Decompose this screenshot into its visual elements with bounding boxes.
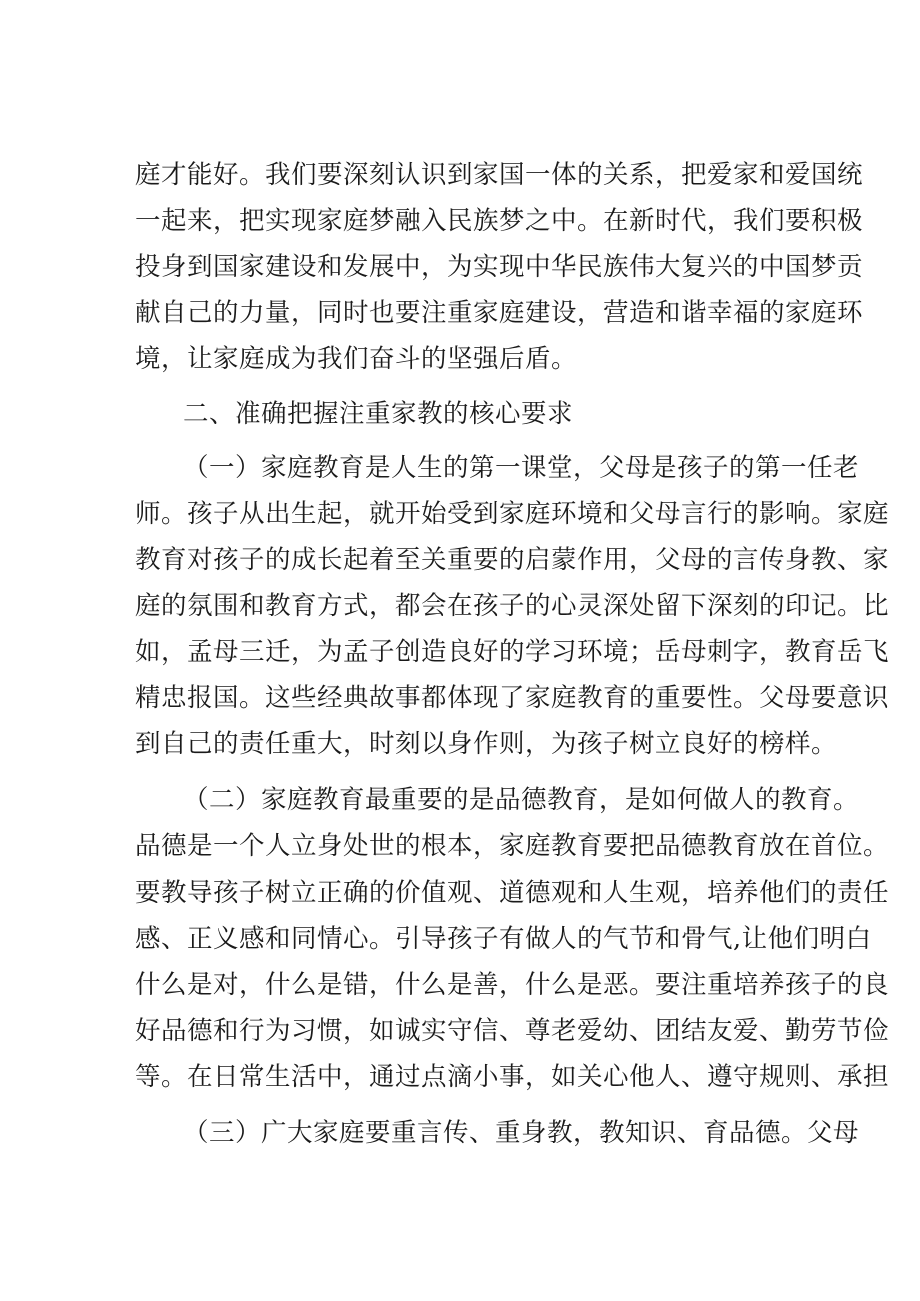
paragraph-line: 好品德和行为习惯，如诚实守信、尊老爱幼、团结友爱、勤劳节俭 <box>135 1016 890 1046</box>
paragraph-line: 庭才能好。我们要深刻认识到家国一体的关系，把爱家和爱国统 <box>135 160 864 190</box>
paragraph-line: 什么是对，什么是错，什么是善，什么是恶。要注重培养孩子的良 <box>135 970 890 1000</box>
paragraph-line: 投身到国家建设和发展中，为实现中华民族伟大复兴的中国梦贡 <box>135 252 864 282</box>
paragraph-line: 献自己的力量，同时也要注重家庭建设，营造和谐幸福的家庭环 <box>135 298 864 328</box>
paragraph-line: 精忠报国。这些经典故事都体现了家庭教育的重要性。父母要意识 <box>135 683 890 713</box>
paragraph-line: 感、正义感和同情心。引导孩子有做人的气节和骨气,让他们明白 <box>135 924 872 954</box>
paragraph-line: 一起来，把实现家庭梦融入民族梦之中。在新时代，我们要积极 <box>135 206 864 236</box>
paragraph-line: 庭的氛围和教育方式，都会在孩子的心灵深处留下深刻的印记。比 <box>135 591 890 621</box>
paragraph-line: 要教导孩子树立正确的价值观、道德观和人生观，培养他们的责任 <box>135 878 890 908</box>
paragraph-line: 如，孟母三迁，为孟子创造良好的学习环境；岳母刺字，教育岳飞 <box>135 637 890 667</box>
paragraph-line: 到自己的责任重大，时刻以身作则，为孩子树立良好的榜样。 <box>135 729 838 759</box>
paragraph-line: 品德是一个人立身处世的根本，家庭教育要把品德教育放在首位。 <box>135 831 890 861</box>
section-heading: 二、准确把握注重家教的核心要求 <box>183 399 574 429</box>
paragraph-line: （三）广大家庭要重言传、重身教，教知识、育品德。父母 <box>183 1118 860 1148</box>
paragraph-line: 教育对孩子的成长起着至关重要的启蒙作用，父母的言传身教、家 <box>135 545 890 575</box>
paragraph-line: （二）家庭教育最重要的是品德教育，是如何做人的教育。 <box>183 785 860 815</box>
paragraph-line: 等。在日常生活中，通过点滴小事，如关心他人、遵守规则、承担 <box>135 1062 890 1092</box>
paragraph-line: 境，让家庭成为我们奋斗的坚强后盾。 <box>135 344 578 374</box>
paragraph-line: （一）家庭教育是人生的第一课堂，父母是孩子的第一任老 <box>183 453 860 483</box>
paragraph-line: 师。孩子从出生起，就开始受到家庭环境和父母言行的影响。家庭 <box>135 499 890 529</box>
